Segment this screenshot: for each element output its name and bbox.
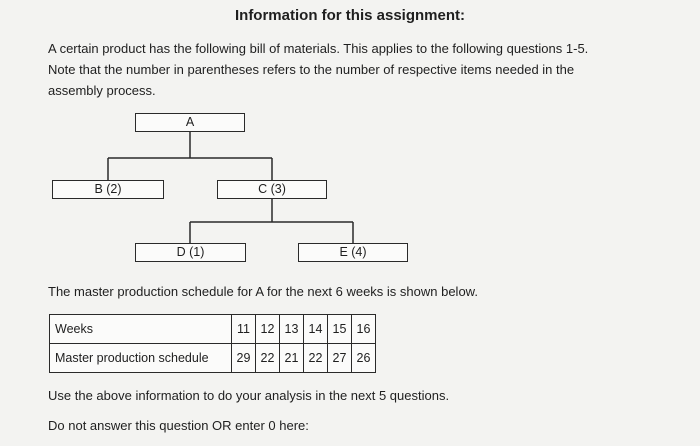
- assignment-title: Information for this assignment:: [234, 7, 465, 24]
- schedule-cell: 22: [304, 344, 328, 373]
- bom-node-a: A: [135, 113, 245, 132]
- mps-intro-text: The master production schedule for A for the next 6 weeks is shown below.: [48, 284, 478, 299]
- week-cell: 13: [280, 315, 304, 344]
- week-cell: 15: [328, 315, 352, 344]
- intro-line-1: A certain product has the following bill of materials. This applies to the following questions 1-5.: [48, 41, 589, 56]
- weeks-row: [50, 315, 376, 344]
- week-cell: 14: [304, 315, 328, 344]
- week-cell: 16: [352, 315, 376, 344]
- schedule-cell: 22: [256, 344, 280, 373]
- intro-paragraph: [48, 38, 658, 101]
- bom-node-e: E (4): [298, 243, 408, 262]
- answer-instruction-note: Do not answer this question OR enter 0 here:: [48, 418, 309, 433]
- weeks-label: Weeks: [50, 315, 232, 344]
- schedule-row: [50, 344, 376, 373]
- schedule-cell: 27: [328, 344, 352, 373]
- schedule-label: Master production schedule: [50, 344, 232, 373]
- use-information-note: Use the above information to do your analysis in the next 5 questions.: [48, 388, 450, 403]
- schedule-cell: 29: [232, 344, 256, 373]
- week-cell: 11: [232, 315, 256, 344]
- intro-line-3: assembly process.: [48, 83, 156, 98]
- week-cell: 12: [256, 315, 280, 344]
- intro-line-2: Note that the number in parentheses refers to the number of respective items needed in the: [48, 62, 575, 77]
- bom-node-d: D (1): [135, 243, 246, 262]
- schedule-cell: 26: [352, 344, 376, 373]
- bom-node-c: C (3): [217, 180, 327, 199]
- master-production-schedule-table: [49, 314, 376, 373]
- schedule-cell: 21: [280, 344, 304, 373]
- bom-node-b: B (2): [52, 180, 164, 199]
